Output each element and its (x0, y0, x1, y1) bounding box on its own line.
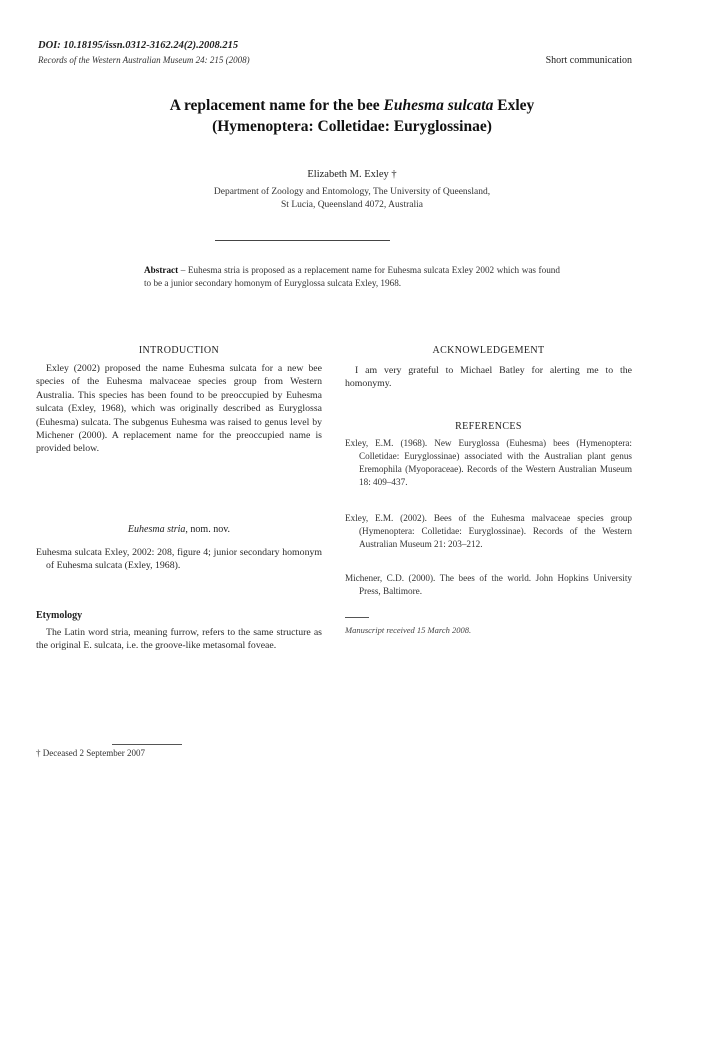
abstract-text: – Euhesma stria is proposed as a replacement name for Euhesma sulcata Exley 2002 which was found to be a junior secondary homonym of Euryglossa sulcata Exley, 1968. (144, 265, 560, 288)
introduction-text: Exley (2002) proposed the name Euhesma sulcata for a new bee species of the Euhesma malvaceae species group from Western Australia. This species has been found to be preoccupied by Euhesma sulcata (Exley, 1968), which was originally described as Euryglossa (Euhesma) sulcata. The subgenus Euhesma was raised to genus level by Michener (2000). A replacement name for the preoccupied name is provided below. (36, 363, 322, 455)
references-heading: REFERENCES (455, 421, 522, 432)
nomenclature-synonymy: Euhesma sulcata Exley, 2002: 208, figure 4; junior secondary homonym of Euhesma sulcata (Exley, 1968). (36, 547, 322, 572)
introduction-heading: INTRODUCTION (138, 345, 220, 356)
new-name: Euhesma stria (127, 524, 186, 535)
reference-item: Michener, C.D. (2000). The bees of the world. John Hopkins University Press, Baltimore. (345, 573, 632, 596)
divider (215, 240, 390, 241)
acknowledgement-heading: ACKNOWLEDGEMENT (432, 345, 545, 356)
title-line2: (Hymenoptera: Colletidae: Euryglossinae) (212, 118, 492, 135)
affiliation-line1: Department of Zoology and Entomology, The University of Queensland, (213, 187, 491, 197)
etymology-text: The Latin word stria, meaning furrow, refers to the same structure as the original E. sulcata, i.e. the groove-like metasomal foveae. (36, 627, 322, 652)
doi: DOI: 10.18195/issn.0312-3162.24(2).2008.215 (38, 40, 239, 51)
article-title (60, 95, 644, 137)
title-line1-post: Exley (493, 97, 535, 114)
article-type: Short communication (545, 55, 632, 66)
nomenclature-heading (36, 524, 322, 535)
author: Elizabeth M. Exley † (307, 169, 397, 180)
new-name-suffix: , nom. nov. (185, 524, 231, 535)
title-line1-pre: A replacement name for the bee (169, 97, 384, 114)
footnote: † Deceased 2 September 2007 (36, 748, 145, 758)
etymology-heading: Etymology (36, 610, 83, 621)
abstract (144, 264, 560, 289)
affiliation-line2: St Lucia, Queensland 4072, Australia (281, 200, 423, 210)
journal-citation: Records of the Western Australian Museum 24: 215 (2008) (38, 55, 250, 65)
received-rule (345, 617, 369, 618)
manuscript-received: Manuscript received 15 March 2008. (345, 625, 472, 635)
abstract-label: Abstract (144, 265, 179, 275)
acknowledgement-text: I am very grateful to Michael Batley for alerting me to the homonymy. (345, 365, 632, 390)
references-list (345, 437, 632, 600)
affiliation (110, 186, 594, 212)
title-genus-species: Euhesma sulcata (383, 97, 494, 114)
footnote-rule (112, 744, 182, 745)
reference-item: Exley, E.M. (1968). New Euryglossa (Euhesma) bees (Hymenoptera: Colletidae: Euryglossinae) associated with the Australian plant genus Eremophila (Myoporaceae). Records of the Western Australian Museum 18: 409–437. (345, 438, 632, 487)
reference-item: Exley, E.M. (2002). Bees of the Euhesma malvaceae species group (Hymenoptera: Colletidae: Euryglossinae). Records of the Western Australian Museum 21: 203–212. (345, 513, 632, 549)
